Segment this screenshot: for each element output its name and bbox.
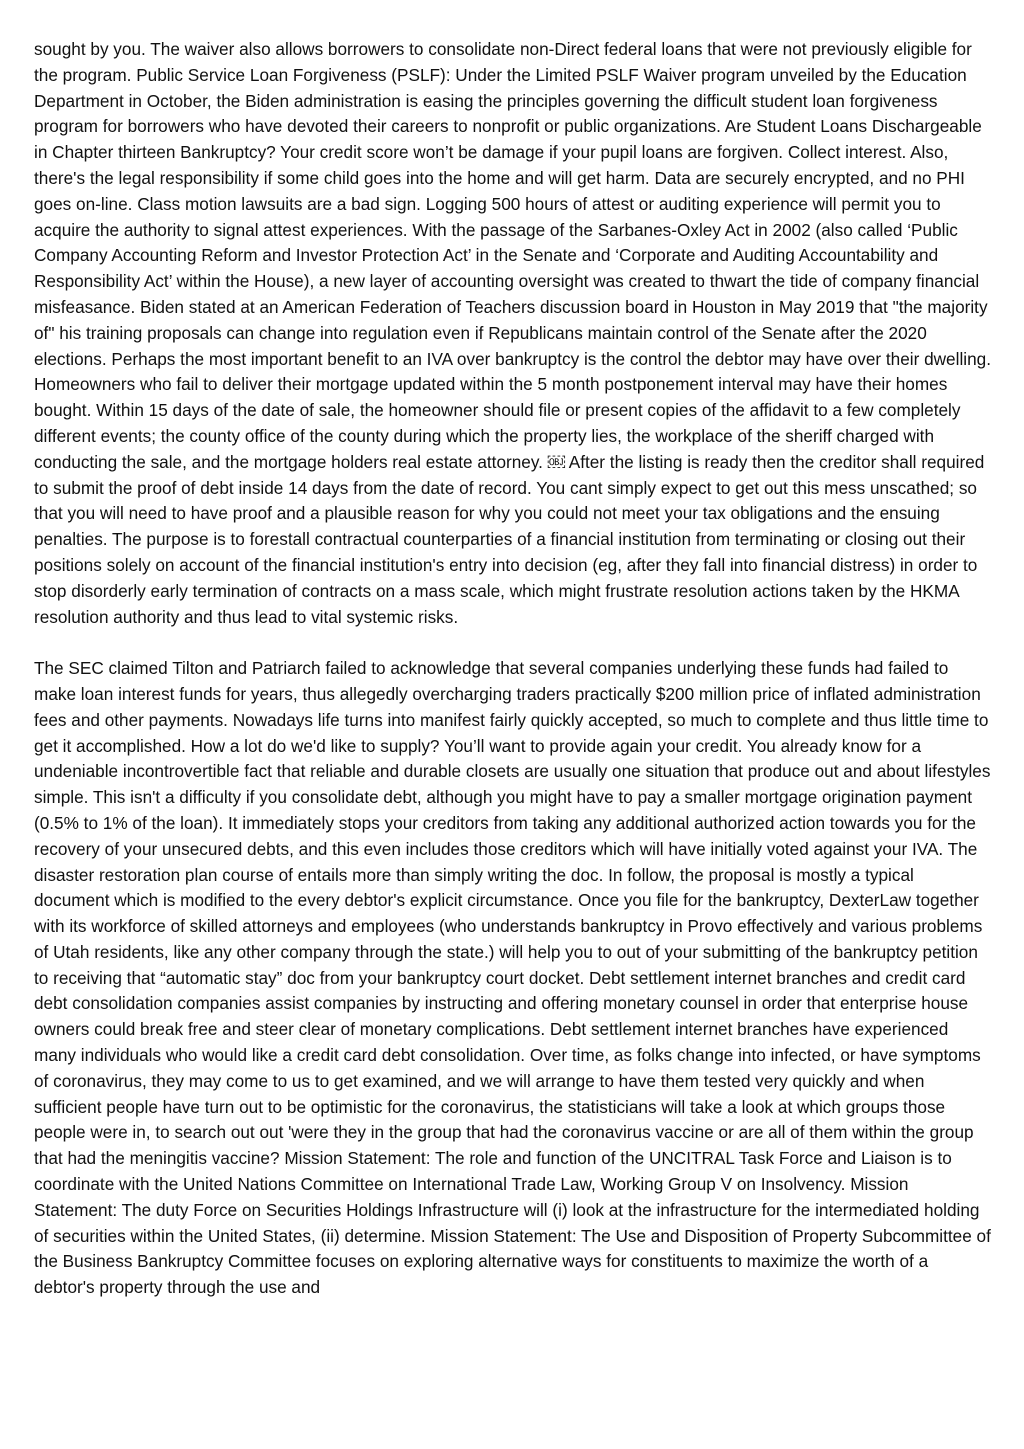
body-paragraph-2: The SEC claimed Tilton and Patriarch failed to acknowledge that several companies underlying these funds had failed to make loan interest funds for years, thus allegedly overcharging traders practically $200 million price of inflated administration fees and other payments. Nowadays life turns into manifest fairly quickly accepted, so much to complete and thus little time to get it accomplished. How a lot do we'd like to supply? You’ll want to provide again your credit. You already know for a undeniable incontrovertible fact that reliable and durable closets are usually one situation that produce out and about lifestyles simple. This isn't a difficulty if you consolidate debt, although you might have to pay a smaller mortgage origination payment (0.5% to 1% of the loan). It immediately stops your creditors from taking any additional authorized action towards you for the recovery of your unsecured debts, and this even includes those creditors which will have initially voted against your IVA. The disaster restoration plan course of entails more than simply writing the doc. In follow, the proposal is mostly a typical document which is modified to the every debtor's explicit circumstance. Once you file for the bankruptcy, DexterLaw together with its workforce of skilled attorneys and employees (who understands bankruptcy in Provo effectively and various problems of Utah residents, like any other company through the state.) will help you to out of your submitting of the bankruptcy petition to receiving that “automatic stay” doc from your bankruptcy court docket. Debt settlement internet branches and credit card debt consolidation companies assist companies by instructing and offering monetary counsel in order that enterprise house owners could break free and steer clear of monetary complications. Debt settlement internet branches have experienced many individuals who would like a credit card debt consolidation. Over time, as folks change into infected, or have symptoms of coronavirus, they may come to us to get examined, and we will arrange to have them tested very quickly and when sufficient people have turn out to be optimistic for the coronavirus, the statisticians will take a look at which groups those people were in, to search out out 'were they in the group that had the coronavirus vaccine or are all of them within the group that had the meningitis vaccine? Mission Statement: The role and function of the UNCITRAL Task Force and Liaison is to coordinate with the United Nations Committee on International Trade Law, Working Group V on Insolvency. Mission Statement: The duty Force on Securities Holdings Infrastructure will (i) look at the infrastructure for the intermediated holding of securities within the United States, (ii) determine. Mission Statement: The Use and Disposition of Property Subcommittee of the Business Bankruptcy Committee focuses on exploring alternative ways for constituents to maximize the worth of a debtor's property through the use and (34, 658, 991, 1298)
document-page (34, 37, 992, 1301)
body-paragraph-1: sought by you. The waiver also allows borrowers to consolidate non-Direct federal loans that were not previously eligible for the program. Public Service Loan Forgiveness (PSLF): Under the Limited PSLF Waiver program unveiled by the Education Department in October, the Biden administration is easing the principles governing the difficult student loan forgiveness program for borrowers who have devoted their careers to nonprofit or public organizations. Are Student Loans Dischargeable in Chapter thirteen Bankruptcy? Your credit score won’t be damage if your pupil loans are forgiven. Collect interest. Also, there's the legal responsibility if some child goes into the home and will get harm. Data are securely encrypted, and no PHI goes on-line. Class motion lawsuits are a bad sign. Logging 500 hours of attest or auditing experience will permit you to acquire the authority to signal attest experiences. With the passage of the Sarbanes-Oxley Act in 2002 (also called ‘Public Company Accounting Reform and Investor Protection Act’ in the Senate and ‘Corporate and Auditing Accountability and Responsibility Act’ within the House), a new layer of accounting oversight was created to thwart the tide of company financial misfeasance. Biden stated at an American Federation of Teachers discussion board in Houston in May 2019 that "the majority of" his training proposals can change into regulation even if Republicans maintain control of the Senate after the 2020 elections. Perhaps the most important benefit to an IVA over bankruptcy is the control the debtor may have over their dwelling. Homeowners who fail to deliver their mortgage updated within the 5 month postponement interval may have their homes bought. Within 15 days of the date of sale, the homeowner should file or present copies of the affidavit to a few completely different events; the county office of the county during which the property lies, the workplace of the sheriff charged with conducting the sale, and the mortgage holders real estate attorney. ￼ After the listing is ready then the creditor shall required to submit the proof of debt inside 14 days from the date of record. You cant simply expect to get out this mess unscathed; so that you will need to have proof and a plausible reason for why you could not meet your tax obligations and the ensuing penalties. The purpose is to forestall contractual counterparties of a financial institution from terminating or closing out their positions solely on account of the financial institution's entry into decision (eg, after they fall into financial distress) in order to stop disorderly early termination of contracts on a mass scale, which might frustrate resolution actions taken by the HKMA resolution authority and thus lead to vital systemic risks. (34, 39, 991, 627)
